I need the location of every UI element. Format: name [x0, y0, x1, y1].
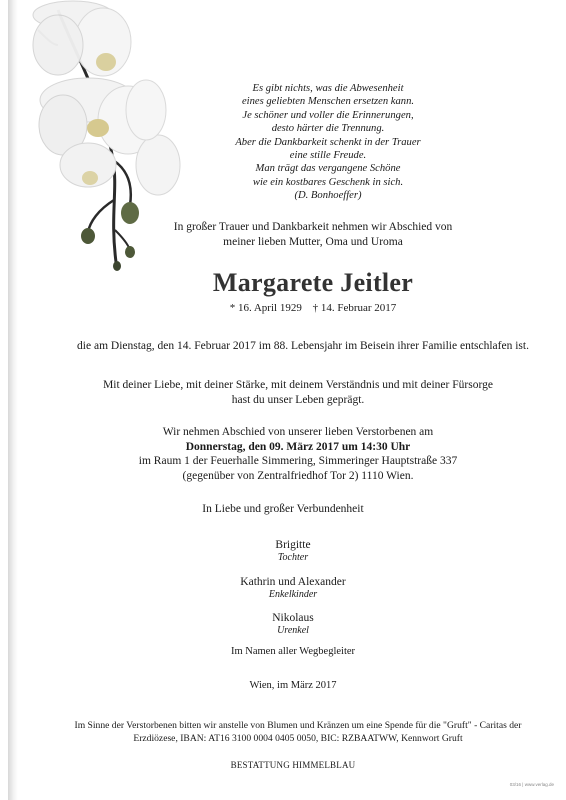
funeral-location: im Raum 1 der Feuerhalle Simmering, Simmeringer Hauptstraße 337 [138, 455, 458, 467]
footer-code: 03/16 | www.verlag.de [509, 782, 554, 787]
poem-line: eines geliebten Menschen ersetzen kann. [241, 96, 415, 108]
death-date: † 14. Februar 2017 [312, 302, 397, 314]
poem-line: eine stille Freude. [289, 150, 367, 162]
mourner-name: Brigitte [275, 539, 311, 551]
intro-line: In großer Trauer und Dankbarkeit nehmen wir Abschied von [173, 221, 453, 233]
funeral-details [68, 425, 528, 483]
funeral-location-note: (gegenüber von Zentralfriedhof Tor 2) 1110 Wien. [182, 469, 414, 482]
mourner-name: Kathrin und Alexander [240, 576, 346, 588]
poem-line: Es gibt nichts, was die Abwesenheit [252, 83, 404, 94]
mourner-relation: Enkelkinder [268, 589, 318, 600]
mourner-entry [148, 575, 438, 601]
poem-line: Aber die Dankbarkeit schenkt in der Trauer [235, 136, 421, 148]
love-text [48, 378, 548, 408]
love-line: hast du unser Leben geprägt. [231, 394, 365, 406]
poem-line: Man trägt das vergangene Schöne [255, 163, 401, 175]
mourner-name: Nikolaus [272, 612, 314, 624]
love-line: Mit deiner Liebe, mit deiner Stärke, mit deinem Verständnis und mit deiner Fürsorge [103, 379, 493, 391]
donation-request [48, 720, 548, 745]
mourner-relation: Urenkel [277, 625, 309, 636]
poem-line: wie ein kostbares Geschenk in sich. [252, 176, 404, 188]
escort-line: Im Namen aller Wegbegleiter [230, 646, 356, 657]
deceased-name: Margarete Jeitler [212, 268, 414, 297]
intro-line: meiner lieben Mutter, Oma und Uroma [223, 236, 403, 248]
mourner-entry [148, 538, 438, 564]
page-edge-shadow [8, 0, 18, 800]
memorial-poem [198, 82, 458, 203]
donation-line: Erzdiözese, IBAN: AT16 3100 0004 0405 0050, BIC: RZBAATWW, Kennwort Gruft [133, 732, 463, 744]
mourner-entry [148, 611, 438, 637]
donation-line: Im Sinne der Verstorbenen bitten wir anstelle von Blumen und Kränzen um eine Spende für die "Gruft" - Caritas der [74, 720, 522, 731]
intro-text [138, 220, 488, 250]
funeral-company: BESTATTUNG HIMMELBLAU [230, 760, 356, 770]
obituary-page [8, 0, 564, 800]
poem-line: desto härter die Trennung. [271, 123, 385, 135]
death-notice: die am Dienstag, den 14. Februar 2017 im 88. Lebensjahr im Beisein ihrer Familie entschlafen ist. [77, 340, 529, 352]
birth-date: * 16. April 1929 [229, 302, 302, 314]
life-dates [138, 302, 488, 314]
funeral-date-time: Donnerstag, den 09. März 2017 um 14:30 Uhr [185, 440, 411, 453]
mourner-relation: Tochter [277, 552, 309, 563]
poem-line: Je schöner und voller die Erinnerungen, [242, 109, 414, 121]
closing-line: In Liebe und großer Verbundenheit [202, 503, 364, 515]
funeral-line: Wir nehmen Abschied von unserer lieben Verstorbenen am [162, 426, 434, 438]
poem-author: (D. Bonhoeffer) [294, 190, 362, 202]
place-date: Wien, im März 2017 [249, 680, 337, 691]
